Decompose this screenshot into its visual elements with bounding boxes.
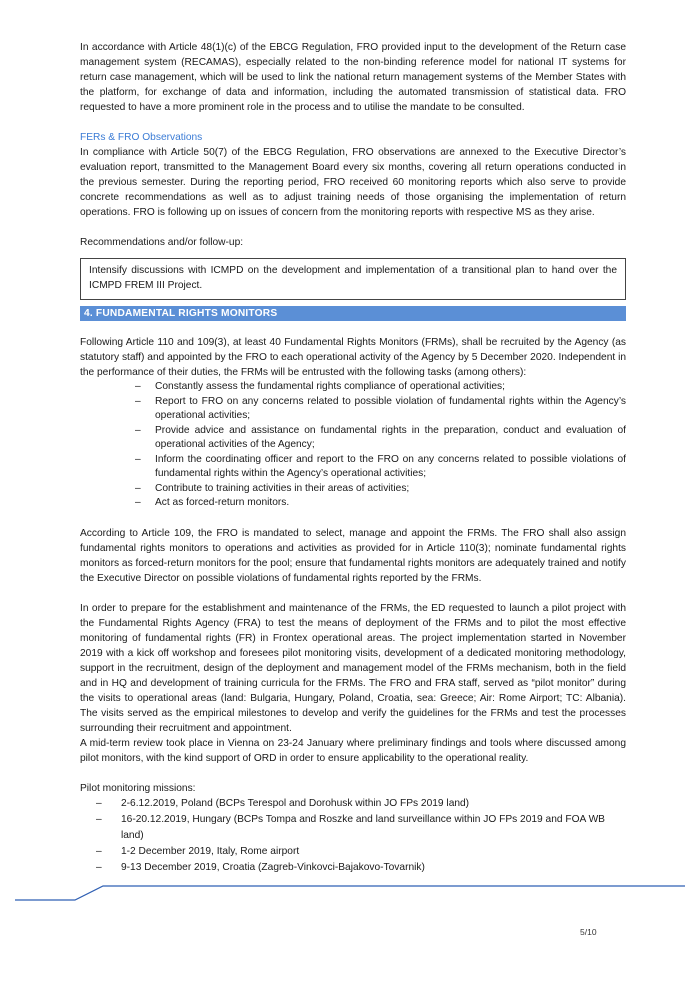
section-heading-frms: 4. FUNDAMENTAL RIGHTS MONITORS <box>80 306 626 321</box>
recommendations-label: Recommendations and/or follow-up: <box>80 237 244 248</box>
recommendation-text: Intensify discussions with ICMPD on the development and implementation of a transitional plan to hand over the ICMPD FREM III Project. <box>89 265 617 291</box>
pilot-missions-label: Pilot monitoring missions: <box>80 782 196 794</box>
list-item: – Contribute to training activities in their areas of activities; <box>135 482 626 497</box>
paragraph-fers: In compliance with Article 50(7) of the EBCG Regulation, FRO observations are annexed to the Executive Director’s evaluation report, transmitted to the Management Board every six months, covering all return operations conducted in the previous semester. During the reporting period, FRO received 60 monitoring reports which also serve to provide concrete recommendations as well as to adjust training needs of those organising the implementation of return operations. FRO is following up on issues of concern from the monitoring reports with respective MS as they arise. <box>80 147 626 218</box>
list-item: – Report to FRO on any concerns related to possible violation of fundamental rights within the Agency’s operational activities; <box>135 395 626 424</box>
list-item: – 16-20.12.2019, Hungary (BCPs Tompa and Roszke and land surveillance within JO FPs 2019 and FOA WB land) <box>96 812 626 844</box>
list-item: – Act as forced-return monitors. <box>135 496 626 511</box>
paragraph-article-109: According to Article 109, the FRO is mandated to select, manage and appoint the FRMs. The FRO shall also assign fundamental rights monitors to operations and activities as provided for in Article 110(3); nominate fundamental rights monitors as forced-return monitors for the pool; ensure that fundamental rights monitors are adequately trained and notify the Executive Director on possible violations of fundamental rights reported by the FRMs. <box>80 527 626 584</box>
list-item: – 1-2 December 2019, Italy, Rome airport <box>96 844 626 860</box>
subheading-fers: FERs & FRO Observations <box>80 132 203 143</box>
tasks-list <box>80 380 626 511</box>
paragraph-midterm-review: A mid-term review took place in Vienna on 23-24 January where preliminary findings and tools where discussed among pilot monitors, with the kind support of ORD in order to ensure applicability to the operational reality. <box>80 737 626 764</box>
list-item: – Inform the coordinating officer and report to the FRO on any concerns related to possible violations of fundamental rights within the Agency’s operational activities; <box>135 453 626 482</box>
list-item: – 2-6.12.2019, Poland (BCPs Terespol and Dorohusk within JO FPs 2019 land) <box>96 796 626 812</box>
paragraph-frms-intro: Following Article 110 and 109(3), at least 40 Fundamental Rights Monitors (FRMs), shall be recruited by the Agency (as statutory staff) and appointed by the FRO to each operational activity of the Agency by 5 December 2020. Independent in the performance of their duties, the FRMs will be entrusted with the following tasks (among others): <box>80 337 626 378</box>
list-item: – 9-13 December 2019, Croatia (Zagreb-Vinkovci-Bajakovo-Tovarnik) <box>96 860 626 876</box>
missions-list <box>80 796 626 876</box>
paragraph-recamas: In accordance with Article 48(1)(c) of the EBCG Regulation, FRO provided input to the development of the Return case management system (RECAMAS), especially related to the non-binding reference model for national IT systems for return case management, which will be used to link the national return management systems of the Member States with the platform, for exchange of data and information, including the automated transmission of statistical data. FRO requested to have a more prominent role in the process and to utilise the mandate to be consulted. <box>80 42 626 113</box>
recommendation-box <box>80 258 626 300</box>
list-item: – Provide advice and assistance on fundamental rights in the preparation, conduct and evaluation of operational activities of the Agency; <box>135 424 626 453</box>
page-number: 5/10 <box>580 927 597 937</box>
paragraph-pilot-project: In order to prepare for the establishment and maintenance of the FRMs, the ED requested to launch a pilot project with the Fundamental Rights Agency (FRA) to test the means of deployment of the FRMs and to pilot the most effective monitoring of fundamental rights (FR) in Frontex operational areas. The project implementation started in November 2019 with a kick off workshop and foresees pilot monitoring visits, development of a dedicated monitoring methodology, support in the recruitment, design of the deployment and management model of the FRMs mechanism, both in the field and in HQ and development of training curricula for the FRMs. The FRO and FRA staff, served as “pilot monitor” during the visits to operational areas (land: Bulgaria, Hungary, Poland, Croatia, sea: Greece; Air: Rome Airport; TC: Albania). The visits served as the empirical milestones to develop and verify the guidelines for the FRMs and test the processes surrounding their recruitment and appointment. <box>80 602 626 734</box>
footer-divider <box>15 878 685 908</box>
list-item: – Constantly assess the fundamental rights compliance of operational activities; <box>135 380 626 395</box>
page-content <box>80 40 626 876</box>
